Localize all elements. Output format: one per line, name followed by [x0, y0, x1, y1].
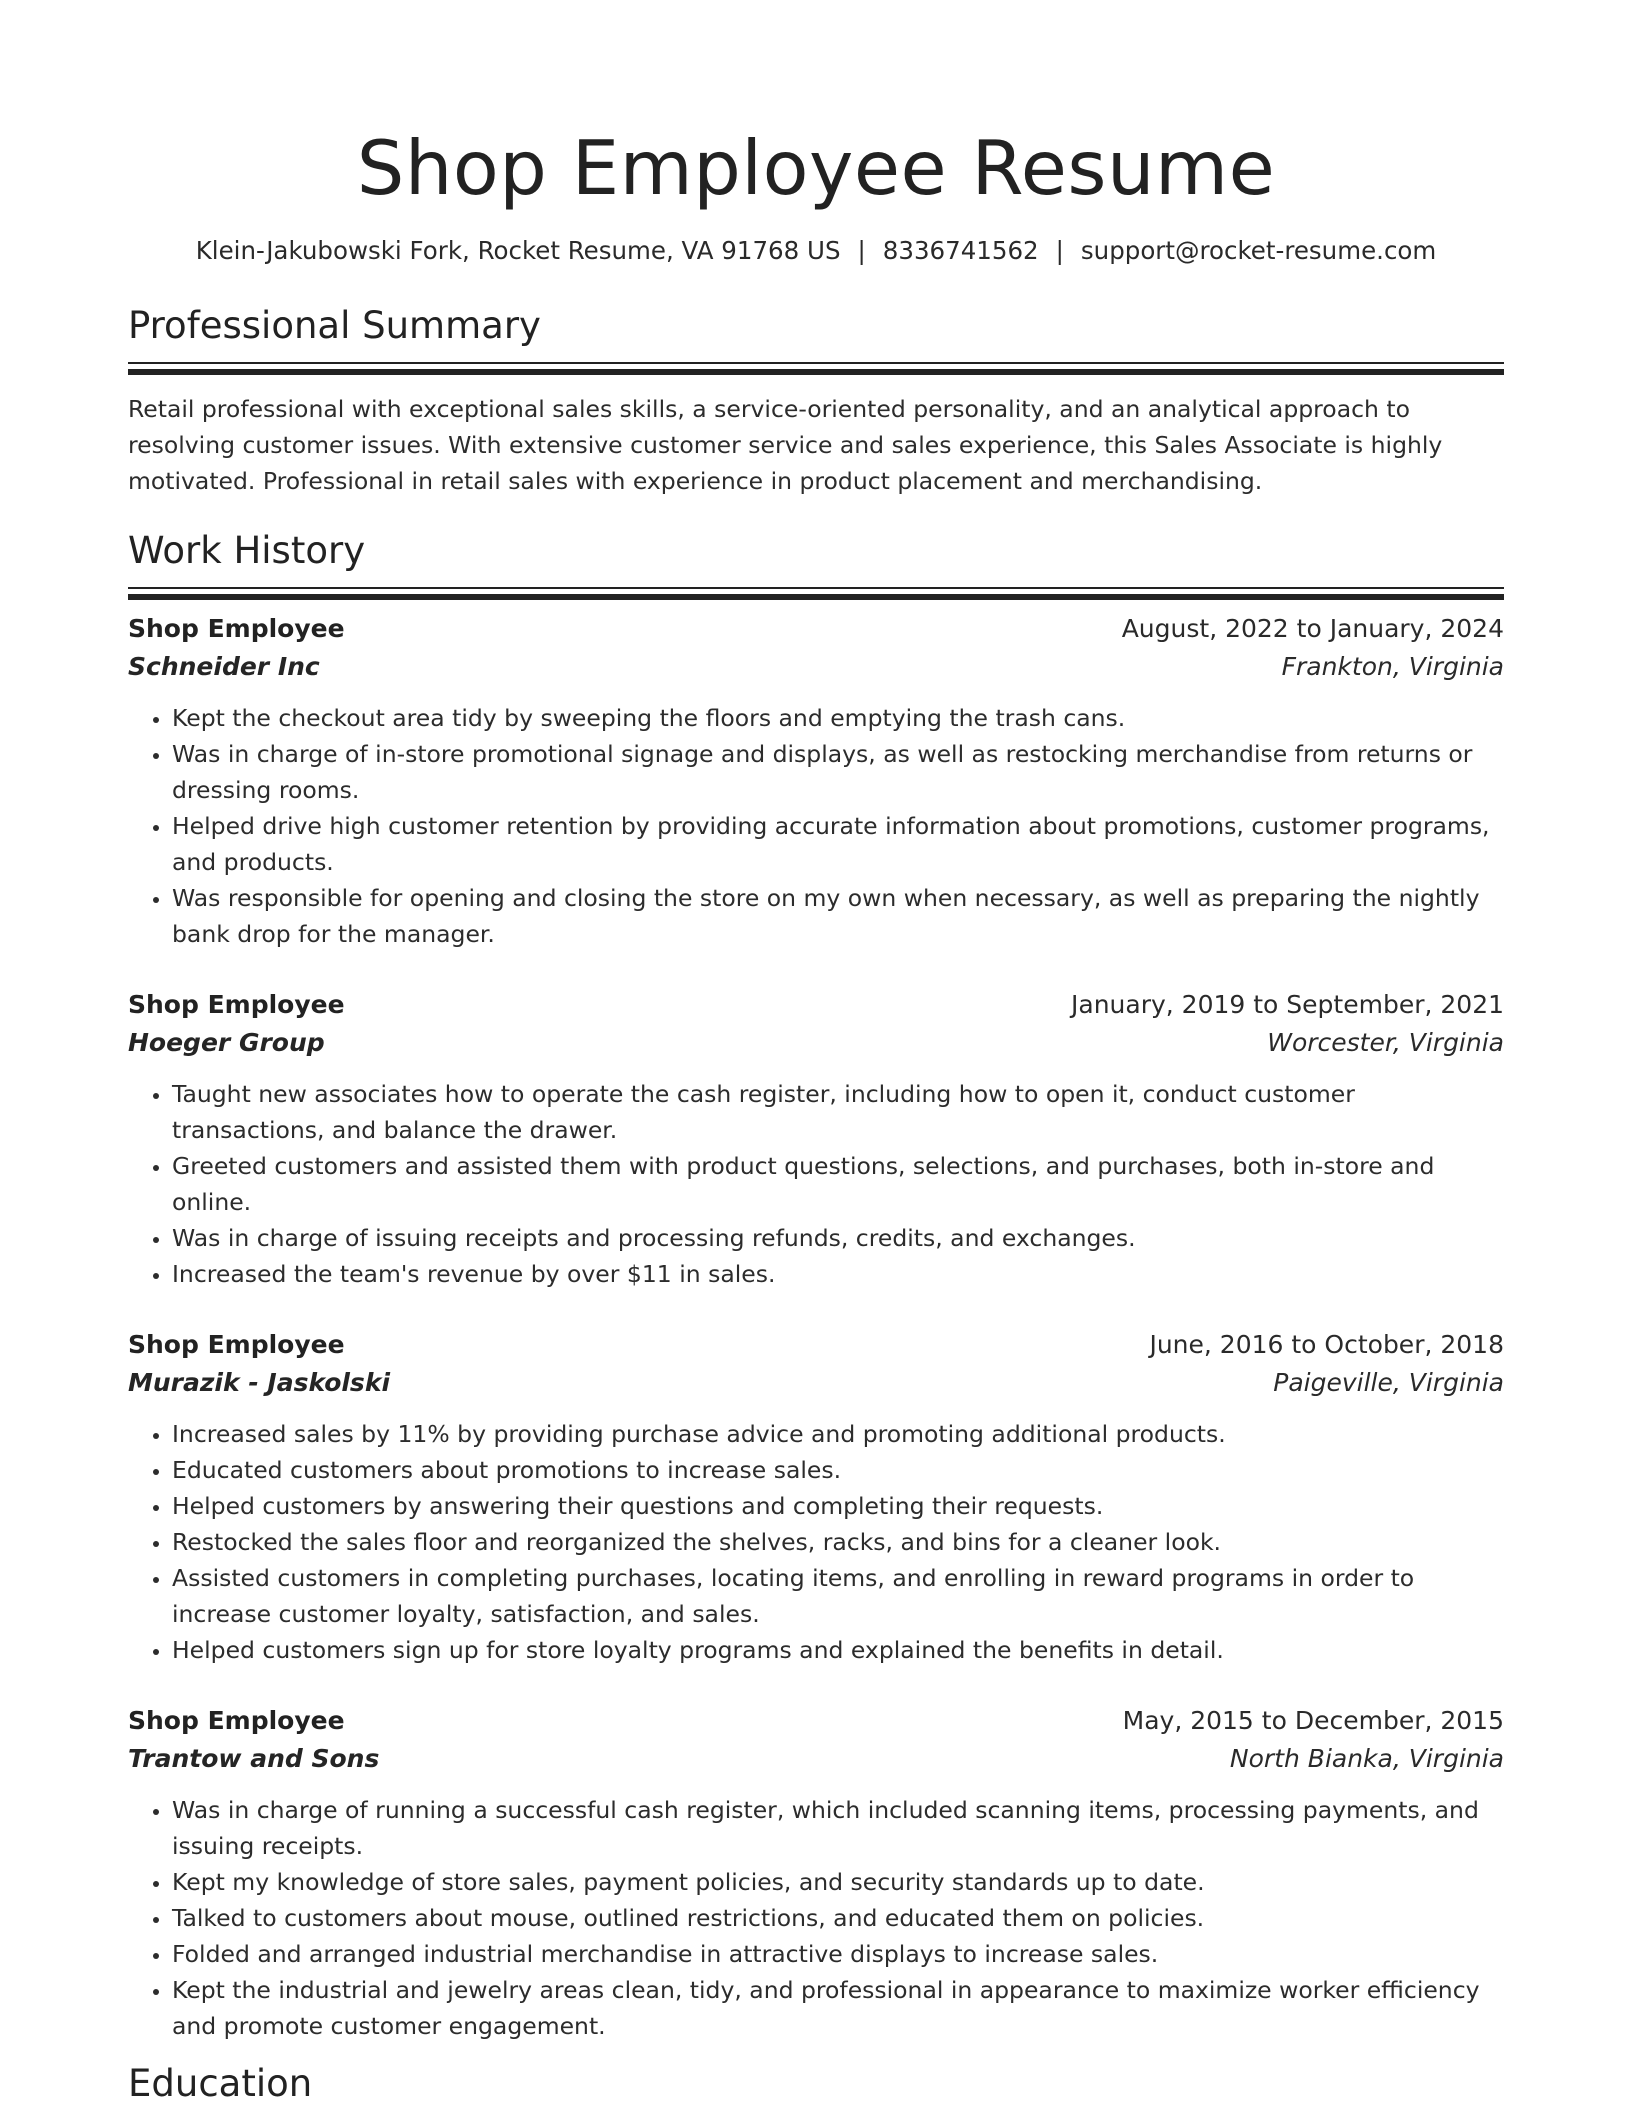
bullet-item: • Helped customers sign up for store loyalty programs and explained the benefits in detail.: [172, 1632, 1504, 1668]
job-dates: June, 2016 to October, 2018: [1149, 1330, 1504, 1359]
job-location: Worcester, Virginia: [1267, 1028, 1504, 1057]
job-bullets: [128, 1416, 1504, 1668]
company-name: Hoeger Group: [128, 1028, 325, 1057]
summary-text: Retail professional with exceptional sales skills, a service-oriented personality, and an analytical approach to resolving customer issues. With extensive customer service and sales experience, this Sales Associate is highly motivated. Professional in retail sales with experience in product placement and merchandising.: [128, 395, 1443, 495]
job-title: Shop Employee: [128, 1330, 345, 1359]
job-entry: [128, 1702, 1504, 2044]
resume-title: Shop Employee Resume: [356, 124, 1276, 212]
professional-summary-section: [128, 304, 1504, 499]
contact-phone: 8336741562: [882, 236, 1039, 265]
company-name: Murazik - Jaskolski: [128, 1368, 391, 1397]
contact-email: support@rocket-resume.com: [1080, 236, 1437, 265]
education-section: [128, 2062, 1504, 2106]
bullet-item: • Talked to customers about mouse, outlined restrictions, and educated them on policies.: [172, 1900, 1504, 1936]
bullet-item: • Educated customers about promotions to increase sales.: [172, 1452, 1504, 1488]
bullet-item: • Kept the industrial and jewelry areas clean, tidy, and professional in appearance to maximize worker efficiency and promote customer engagement.: [172, 1972, 1504, 2044]
bullet-item: • Increased sales by 11% by providing purchase advice and promoting additional products.: [172, 1416, 1504, 1452]
job-bullets: [128, 1076, 1504, 1292]
bullet-item: • Increased the team's revenue by over $11 in sales.: [172, 1256, 1504, 1292]
section-heading-summary: Professional Summary: [128, 304, 541, 347]
bullet-item: • Helped customers by answering their questions and completing their requests.: [172, 1488, 1504, 1524]
bullet-item: • Was in charge of issuing receipts and processing refunds, credits, and exchanges.: [172, 1220, 1504, 1256]
job-bullets: [128, 1792, 1504, 2044]
resume-page: [128, 0, 1504, 2106]
job-location: Paigeville, Virginia: [1273, 1368, 1504, 1397]
job-dates: January, 2019 to September, 2021: [1071, 990, 1504, 1019]
contact-separator: |: [1055, 236, 1064, 265]
bullet-item: • Was in charge of running a successful cash register, which included scanning items, processing payments, and issuing receipts.: [172, 1792, 1504, 1864]
bullet-item: • Assisted customers in completing purchases, locating items, and enrolling in reward programs in order to increase customer loyalty, satisfaction, and sales.: [172, 1560, 1504, 1632]
bullet-item: • Restocked the sales floor and reorganized the shelves, racks, and bins for a cleaner look.: [172, 1524, 1504, 1560]
bullet-item: • Taught new associates how to operate the cash register, including how to open it, conduct customer transactions, and balance the drawer.: [172, 1076, 1504, 1148]
job-entry: [128, 610, 1504, 952]
contact-address: Klein-Jakubowski Fork, Rocket Resume, VA 91768 US: [195, 236, 841, 265]
contact-line: [128, 236, 1504, 266]
job-entry: [128, 986, 1504, 1292]
company-name: Trantow and Sons: [128, 1744, 380, 1773]
section-heading-work: Work History: [128, 529, 366, 572]
bullet-item: • Folded and arranged industrial merchandise in attractive displays to increase sales.: [172, 1936, 1504, 1972]
section-heading-education: Education: [128, 2062, 313, 2105]
company-name: Schneider Inc: [128, 652, 320, 681]
job-location: North Bianka, Virginia: [1229, 1744, 1504, 1773]
job-title: Shop Employee: [128, 614, 345, 643]
job-dates: May, 2015 to December, 2015: [1122, 1706, 1504, 1735]
job-bullets: [128, 700, 1504, 952]
job-title: Shop Employee: [128, 1706, 345, 1735]
bullet-item: • Was in charge of in-store promotional signage and displays, as well as restocking merchandise from returns or dressing rooms.: [172, 736, 1504, 808]
job-dates: August, 2022 to January, 2024: [1121, 614, 1504, 643]
job-location: Frankton, Virginia: [1281, 652, 1504, 681]
section-divider: [128, 587, 1504, 592]
bullet-item: • Was responsible for opening and closing the store on my own when necessary, as well as preparing the nightly bank drop for the manager.: [172, 880, 1504, 952]
job-title: Shop Employee: [128, 990, 345, 1019]
work-history-section: [128, 529, 1504, 2044]
contact-separator: |: [857, 236, 866, 265]
bullet-item: • Kept my knowledge of store sales, payment policies, and security standards up to date.: [172, 1864, 1504, 1900]
bullet-item: • Kept the checkout area tidy by sweeping the floors and emptying the trash cans.: [172, 700, 1504, 736]
bullet-item: • Helped drive high customer retention by providing accurate information about promotions, customer programs, and products.: [172, 808, 1504, 880]
section-divider: [128, 362, 1504, 367]
job-entry: [128, 1326, 1504, 1668]
bullet-item: • Greeted customers and assisted them with product questions, selections, and purchases, both in-store and online.: [172, 1148, 1504, 1220]
